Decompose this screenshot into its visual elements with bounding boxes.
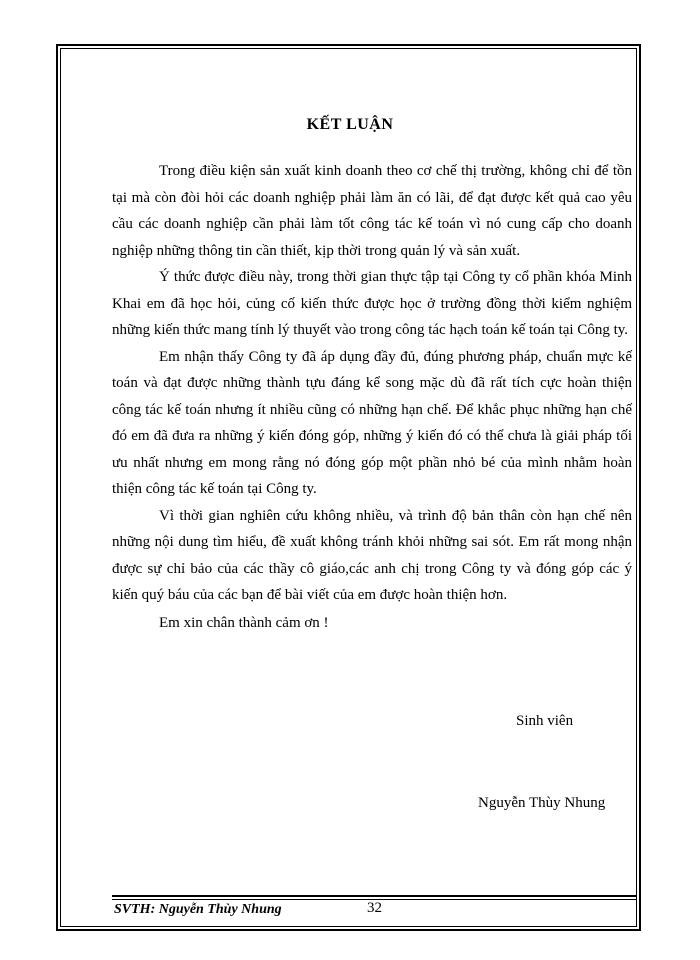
- signature-name: Nguyễn Thùy Nhung: [478, 795, 606, 811]
- paragraph-3: Em nhận thấy Công ty đã áp dụng đầy đủ, đúng phương pháp, chuẩn mực kế toán và đạt được những thành tựu đáng kể song mặc dù đã rất tích cực hoàn thiện công tác kế toán nhưng ít nhiều cũng có những hạn chế. Để khắc phục những hạn chế đó em đã đưa ra những ý kiến đóng góp, những ý kiến đó có thể chưa là giải pháp tối ưu nhất nhưng em mong rằng nó đóng góp một phần nhỏ bé của mình nhằm hoàn thiện công tác kế toán tại Công ty.: [112, 348, 632, 497]
- document-body: [112, 158, 632, 636]
- paragraph-2: Ý thức được điều này, trong thời gian thực tập tại Công ty cổ phần khóa Minh Khai em đã học hỏi, củng cố kiến thức được học ở trường đồng thời kiểm nghiệm những kiến thức mang tính lý thuyết vào trong công tác hạch toán kế toán tại Công ty.: [112, 269, 632, 338]
- paragraph-1: Trong điều kiện sản xuất kinh doanh theo cơ chế thị trường, không chỉ để tồn tại mà còn đòi hỏi các doanh nghiệp phải làm ăn có lãi, để đạt được kết quả cao yêu cầu các doanh nghiệp cần phải làm tốt công tác kế toán vì nó cung cấp cho doanh nghiệp những thông tin cần thiết, kịp thời trong quản lý và sản xuất.: [112, 163, 632, 259]
- thanks-line: Em xin chân thành cảm ơn !: [159, 614, 329, 631]
- signature-role: Sinh viên: [516, 713, 574, 729]
- footer-rule-thick: [112, 895, 636, 897]
- page-number: 32: [367, 900, 382, 916]
- paragraph-4: Vì thời gian nghiên cứu không nhiều, và trình độ bản thân còn hạn chế nên những nội dung tìm hiểu, đề xuất không tránh khỏi những sai sót. Em rất mong nhận được sự chỉ bảo của các thầy cô giáo,các anh chị trong Công ty và đóng góp các ý kiến quý báu của các bạn để bài viết của em được hoàn thiện hơn.: [112, 507, 632, 603]
- footer-author: SVTH: Nguyễn Thùy Nhung: [114, 902, 282, 917]
- document-title: KẾT LUẬN: [306, 116, 394, 133]
